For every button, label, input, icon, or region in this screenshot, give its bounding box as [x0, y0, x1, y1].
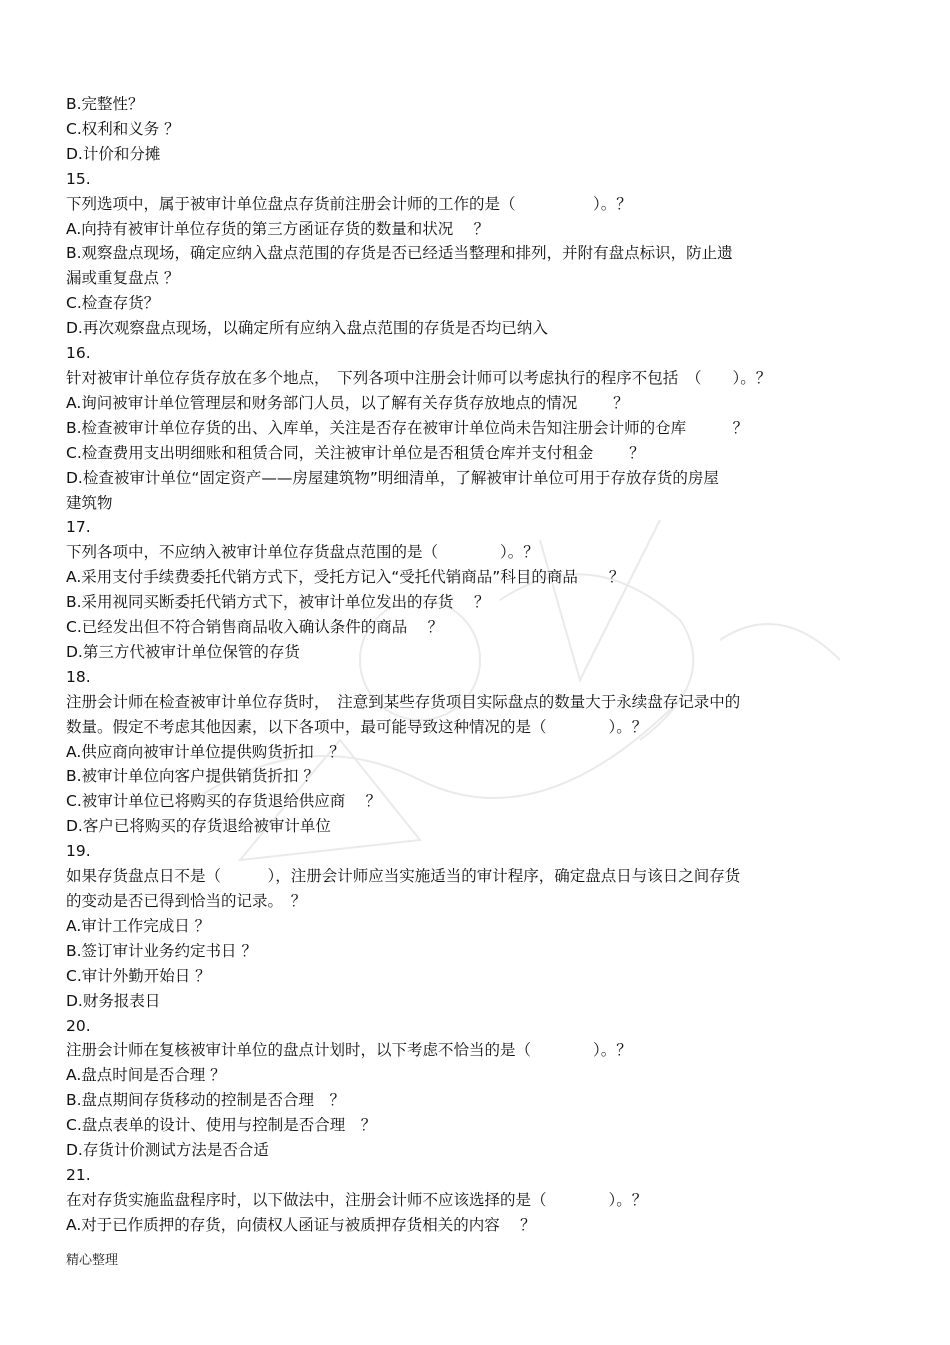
text-line: B.盘点期间存货移动的控制是否合理 ？ — [66, 1091, 346, 1110]
text-line: A.审计工作完成日 ？ — [66, 916, 211, 935]
text-line: 15. — [66, 169, 91, 188]
text-line: 16. — [66, 344, 91, 363]
text-line: A.采用支付手续费委托代销方式下，受托方记入“受托代销商品”科目的商品 ？ — [66, 568, 625, 587]
text-line: A.对于已作质押的存货，向债权人函证与被质押存货相关的内容 ？ — [66, 1215, 536, 1234]
text-line: D.财务报表日 — [66, 991, 161, 1010]
text-line: 21. — [66, 1165, 91, 1184]
text-line: 如果存货盘点日不是（ ），注册会计师应当实施适当的审计程序，确定盘点日与该日之间存货 — [66, 867, 741, 886]
text-line: 注册会计师在复核被审计单位的盘点计划时，以下考虑不恰当的是（ ）。？ — [66, 1041, 632, 1060]
text-line: 18. — [66, 667, 91, 686]
text-line: C.检查存货？ — [66, 294, 160, 313]
text-line: B.被审计单位向客户提供销货折扣 ？ — [66, 767, 319, 786]
text-line: 注册会计师在检查被审计单位存货时， 注意到某些存货项目实际盘点的数量大于永续盘存记录中的 — [66, 692, 741, 711]
text-line: C.被审计单位已将购买的存货退给供应商 ？ — [66, 792, 382, 811]
text-line: B.检查被审计单位存货的出、入库单，关注是否存在被审计单位尚未告知注册会计师的仓库 ？ — [66, 418, 749, 437]
text-line: 下列选项中，属于被审计单位盘点存货前注册会计师的工作的是（ ）。？ — [66, 194, 632, 213]
text-line: 建筑物 — [66, 493, 113, 512]
text-line: B.签订审计业务约定书日 ？ — [66, 941, 257, 960]
text-line: D.存货计价测试方法是否合适 — [66, 1141, 269, 1160]
text-line: A.盘点时间是否合理 ？ — [66, 1066, 226, 1085]
text-line: D.第三方代被审计单位保管的存货 — [66, 642, 300, 661]
text-line: 下列各项中，不应纳入被审计单位存货盘点范围的是（ ）。？ — [66, 543, 539, 562]
text-line: C.盘点表单的设计、使用与控制是否合理 ？ — [66, 1116, 377, 1135]
text-line: 针对被审计单位存货存放在多个地点， 下列各项中注册会计师可以考虑执行的程序不包括 （ ）。？ — [66, 368, 772, 387]
text-line: D.客户已将购买的存货退给被审计单位 — [66, 817, 331, 836]
text-line: D.检查被审计单位“固定资产——房屋建筑物”明细清单，了解被审计单位可用于存放存货的房屋 — [66, 468, 719, 487]
text-line: 数量。假定不考虑其他因素，以下各项中，最可能导致这种情况的是（ ）。？ — [66, 717, 648, 736]
text-line: 的变动是否已得到恰当的记录。 ？ — [66, 892, 307, 910]
text-line: 17. — [66, 518, 91, 537]
text-line: C.检查费用支出明细账和租赁合同，关注被审计单位是否租赁仓库并支付租金 ？ — [66, 443, 645, 462]
text-line: 20. — [66, 1016, 91, 1035]
document-body — [66, 92, 896, 1238]
text-line: B.完整性？ — [66, 95, 144, 113]
text-line: A.供应商向被审计单位提供购货折扣 ？ — [66, 742, 345, 761]
text-line: B.观察盘点现场，确定应纳入盘点范围的存货是否已经适当整理和排列，并附有盘点标识，防止遗 — [66, 244, 733, 263]
text-line: C.审计外勤开始日 ？ — [66, 966, 211, 985]
text-line: 在对存货实施监盘程序时，以下做法中，注册会计师不应该选择的是（ ）。？ — [66, 1190, 648, 1209]
text-line: A.询问被审计单位管理层和财务部门人员，以了解有关存货存放地点的情况 ？ — [66, 393, 629, 412]
text-line: C.已经发出但不符合销售商品收入确认条件的商品 ？ — [66, 618, 444, 637]
text-line: B.采用视同买断委托代销方式下，被审计单位发出的存货 ？ — [66, 593, 490, 612]
text-line: 19. — [66, 842, 91, 861]
text-line: C.权利和义务 ？ — [66, 119, 180, 138]
text-line: 漏或重复盘点 ？ — [66, 269, 180, 288]
footer-note: 精心整理 — [66, 1253, 119, 1268]
text-line: D.再次观察盘点现场，以确定所有应纳入盘点范围的存货是否均已纳入 — [66, 319, 548, 338]
text-line: A.向持有被审计单位存货的第三方函证存货的数量和状况 ？ — [66, 219, 490, 238]
text-line: D.计价和分摊 — [66, 144, 161, 163]
